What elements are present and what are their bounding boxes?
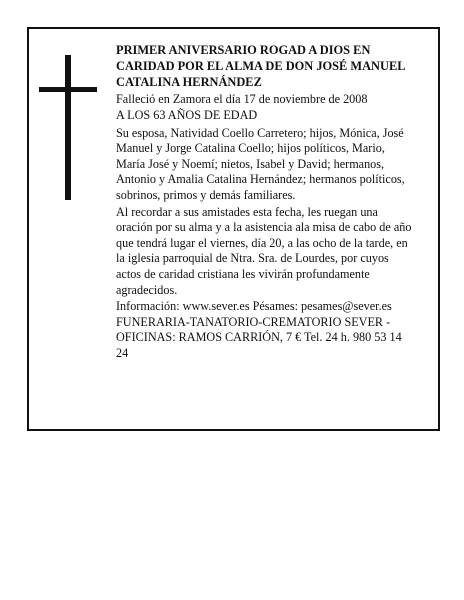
notice-headline: PRIMER ANIVERSARIO ROGAD A DIOS EN CARIDAD POR EL ALMA DE DON JOSÉ MANUEL CATALINA HERNÁNDEZ [116,43,405,89]
mass-announcement: Al recordar a sus amistades esta fecha, les ruegan una oración por su alma y a la asistencia ala misa de cabo de año que tendrá lugar el viernes, día 20, a las ocho de la tarde, en la iglesia parroquial de Ntra. Sra. de Lourdes, por cuyos actos de caridad cristiana les vivirán profundamente agradecidos. [116,204,412,297]
notice-text [116,43,414,361]
cross-icon [39,55,97,200]
age-line: A LOS 63 AÑOS DE EDAD [116,107,258,122]
cross-vertical-bar [65,55,71,200]
contact-info: Información: www.sever.es Pésames: pesames@sever.es [116,299,392,314]
funeral-home-info: FUNERARIA-TANATORIO-CREMATORIO SEVER - OFICINAS: RAMOS CARRIÓN, 7 € Tel. 24 h. 980 53 14 24 [116,314,402,360]
death-date-line: Falleció en Zamora el día 17 de noviembre de 2008 [116,92,368,107]
cross-horizontal-bar [39,87,97,92]
obituary-notice [27,27,440,431]
family-list: Su esposa, Natividad Coello Carretero; hijos, Mónica, José Manuel y Jorge Catalina Coello; hijos políticos, Mario, María José y Noemí; nietos, Isabel y David; hermanos, Antonio y Amalia Catalina Hernández; hermanos políticos, sobrinos, primos y demás familiares. [116,125,405,202]
